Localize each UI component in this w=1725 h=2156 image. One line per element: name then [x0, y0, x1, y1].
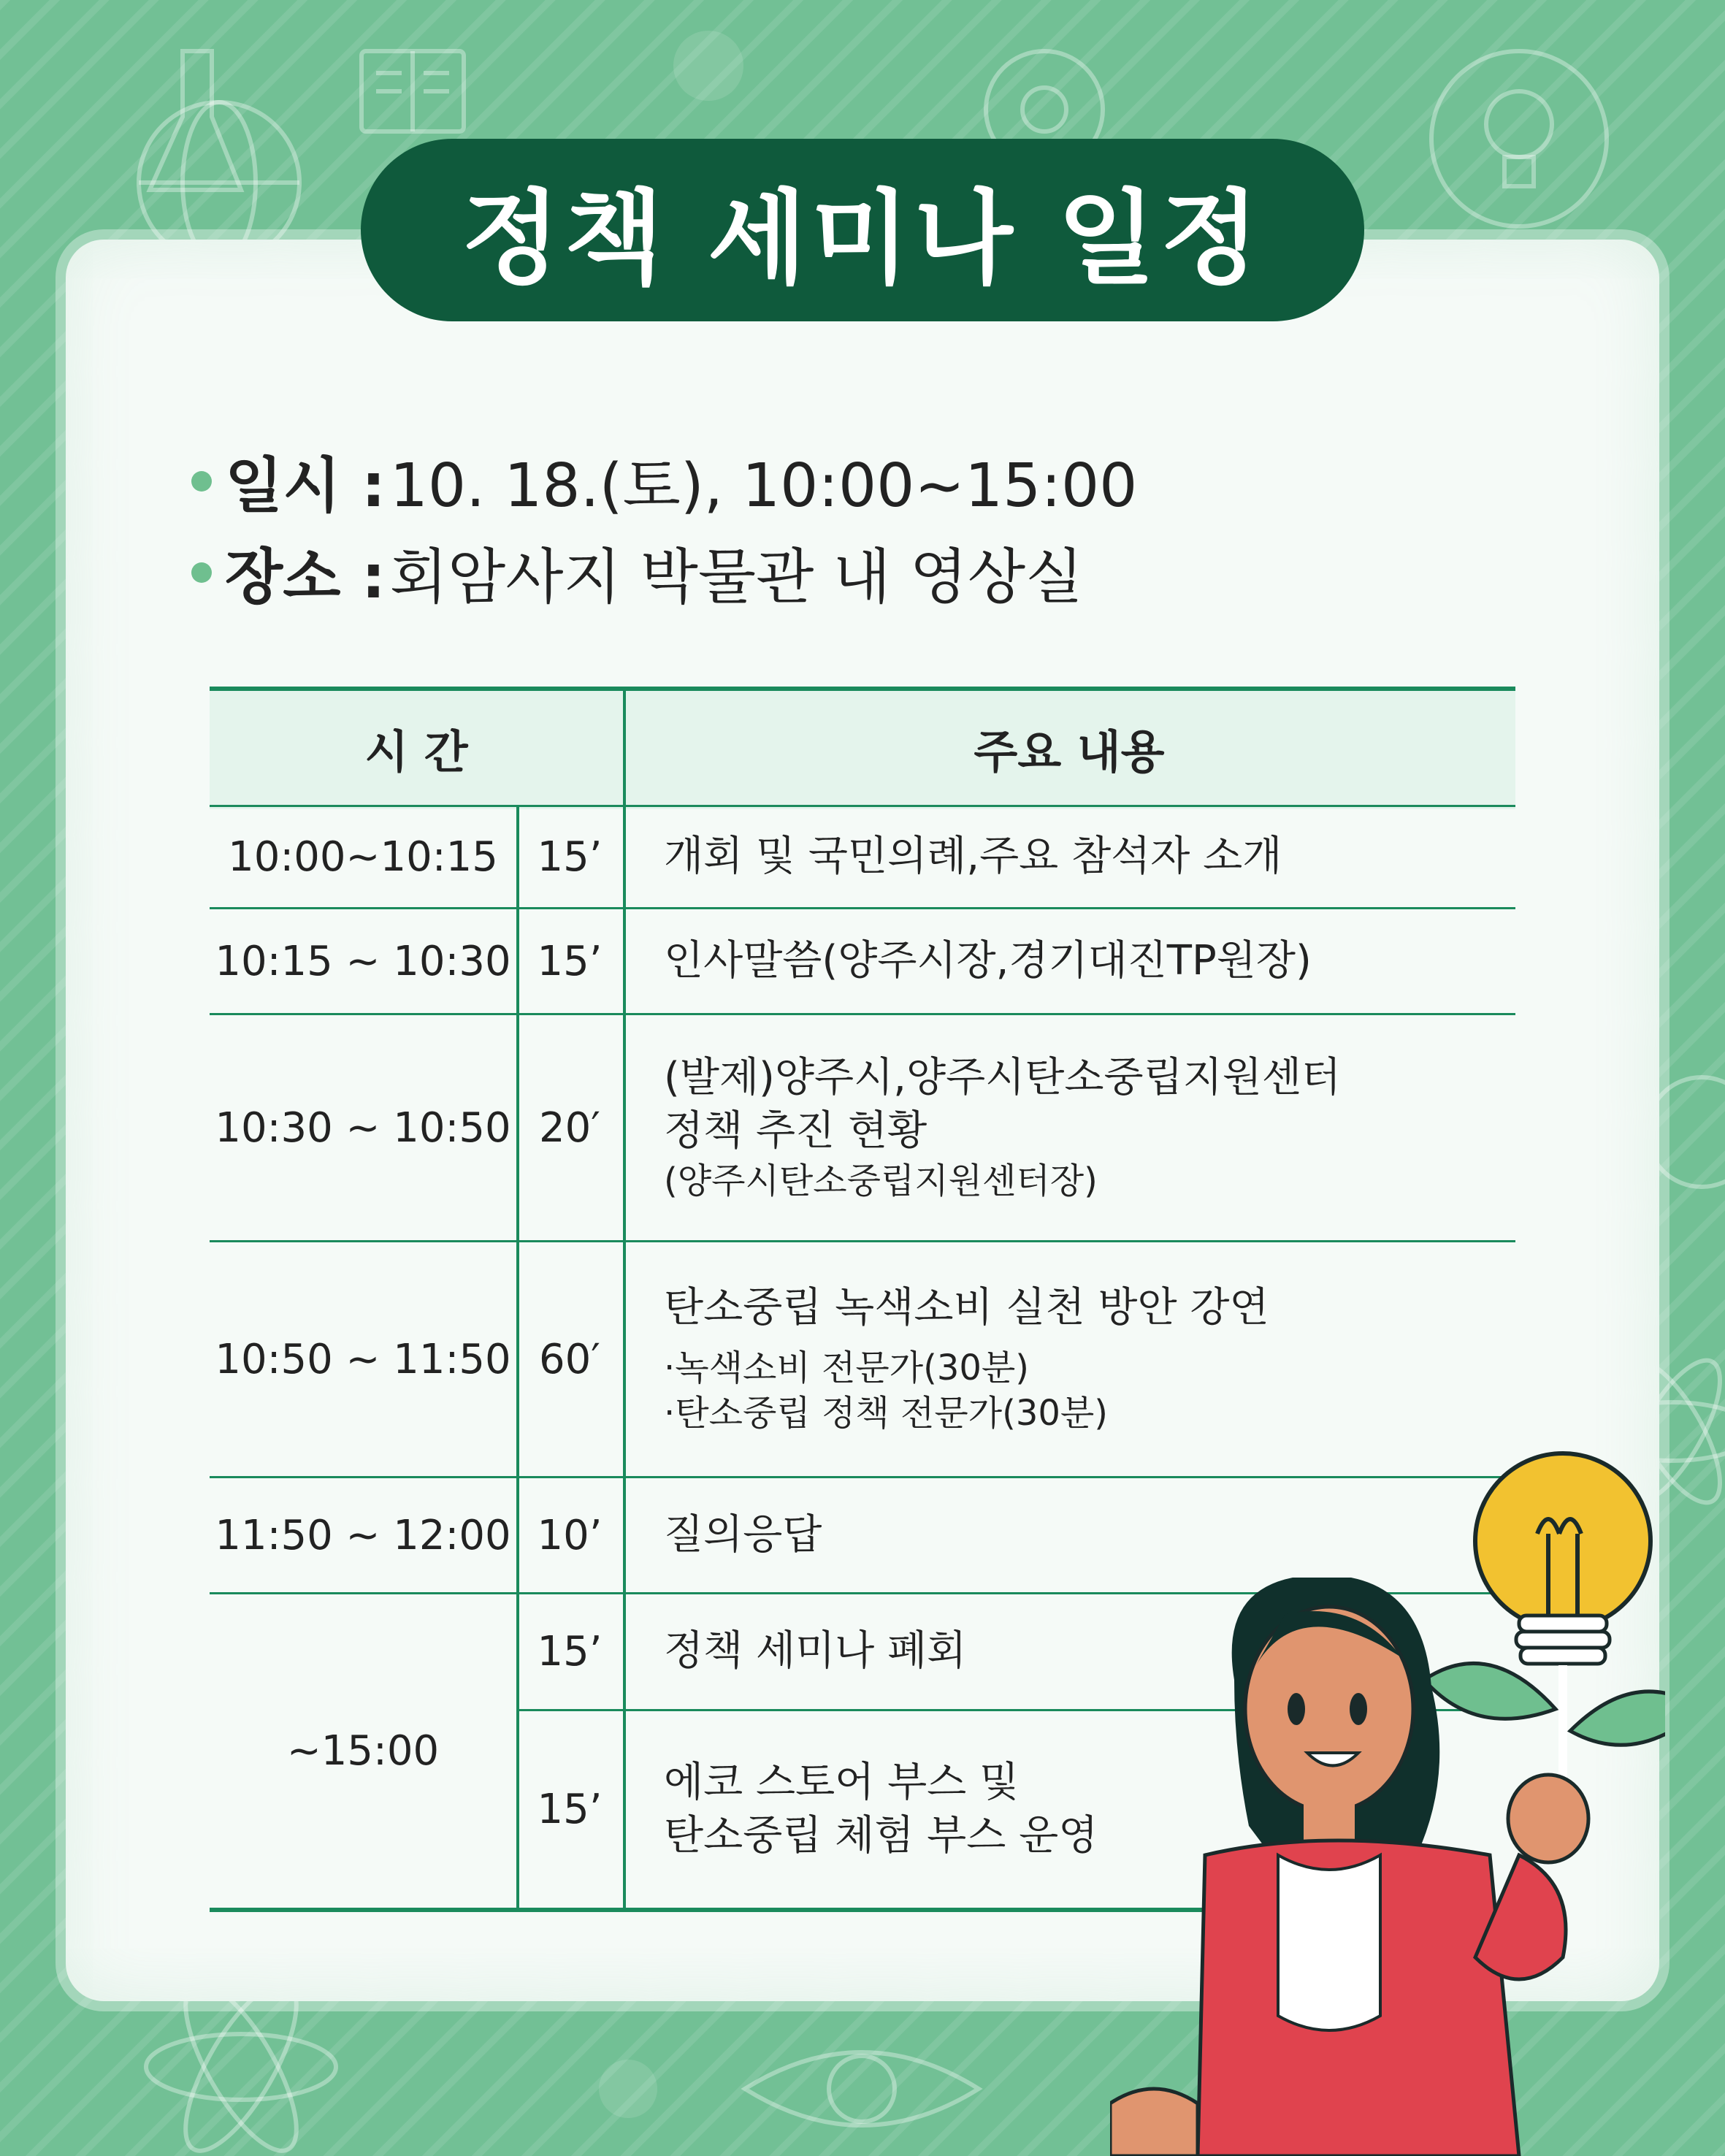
- date-value: 10. 18.(토), 10:00~15:00: [389, 451, 1138, 521]
- eye-icon: [745, 2052, 979, 2125]
- row-content: [664, 909, 1496, 1013]
- bullet-dot: [191, 562, 212, 583]
- header-time: 시 간: [364, 725, 468, 779]
- place-value: 회암사지 박물관 내 영상실: [389, 543, 1084, 612]
- woman-with-lightbulb-illustration: [1110, 1446, 1665, 2156]
- leaf-icon: [1424, 1664, 1665, 1746]
- row-content-text: 탄소중립 녹색소비 실천 방안 강연: [664, 1284, 1269, 1332]
- row-content-text: 개회 및 국민의례,주요 참석자 소개: [664, 833, 1282, 881]
- row-content: [664, 1015, 1496, 1240]
- row-duration: 15’: [537, 937, 603, 985]
- row-content-text: 인사말씀(양주시장,경기대진TP원장): [664, 936, 1312, 985]
- row-content-subtext: (양주시탄소중립지원센터장): [664, 1160, 1098, 1201]
- row-content: [664, 1242, 1496, 1476]
- row-duration: 15’: [537, 833, 603, 881]
- row-time: ~15:00: [286, 1727, 440, 1775]
- row-content-text: 탄소중립 체험 부스 운영: [664, 1811, 1098, 1859]
- date-line: [191, 438, 1137, 524]
- row-content-text: 질의응답: [664, 1510, 822, 1559]
- row-time: 10:15 ~ 10:30: [215, 937, 511, 985]
- row-duration: 15’: [537, 1628, 603, 1675]
- row-content-subtext: ·녹색소비 전문가(30분): [664, 1348, 1029, 1388]
- page-title: 정책 세미나 일정: [361, 139, 1364, 321]
- row-duration: 60′: [539, 1335, 600, 1383]
- place-line: [191, 530, 1083, 615]
- row-content-text: (발제)양주시,양주시탄소중립지원센터: [664, 1054, 1342, 1101]
- row-content-subtext: ·탄소중립 정책 전문가(30분): [664, 1393, 1108, 1434]
- date-label: 일시 :: [225, 451, 386, 521]
- row-time: 10:00~10:15: [228, 833, 498, 881]
- header-content: 주요 내용: [974, 725, 1165, 779]
- globe-icon: [139, 102, 299, 263]
- lightbulb-icon: [1431, 51, 1607, 226]
- bullet-dot: [191, 471, 212, 492]
- row-content-text: 정책 세미나 폐회: [664, 1627, 967, 1675]
- book-icon: [362, 51, 464, 131]
- lightbulb-icon: [1475, 1453, 1651, 1664]
- column-divider: [623, 691, 626, 1908]
- row-content: [664, 807, 1496, 907]
- row-time: 10:30 ~ 10:50: [215, 1104, 511, 1152]
- row-duration: 15’: [537, 1786, 603, 1833]
- row-time: 10:50 ~ 11:50: [215, 1335, 511, 1383]
- row-duration: 20′: [539, 1104, 600, 1152]
- row-content-text: 정책 추진 현황: [664, 1106, 927, 1155]
- row-duration: 10’: [537, 1511, 603, 1559]
- row-time: 11:50 ~ 12:00: [215, 1511, 511, 1559]
- place-label: 장소 :: [225, 543, 386, 612]
- row-content-text: 에코 스토어 부스 및: [664, 1758, 1020, 1806]
